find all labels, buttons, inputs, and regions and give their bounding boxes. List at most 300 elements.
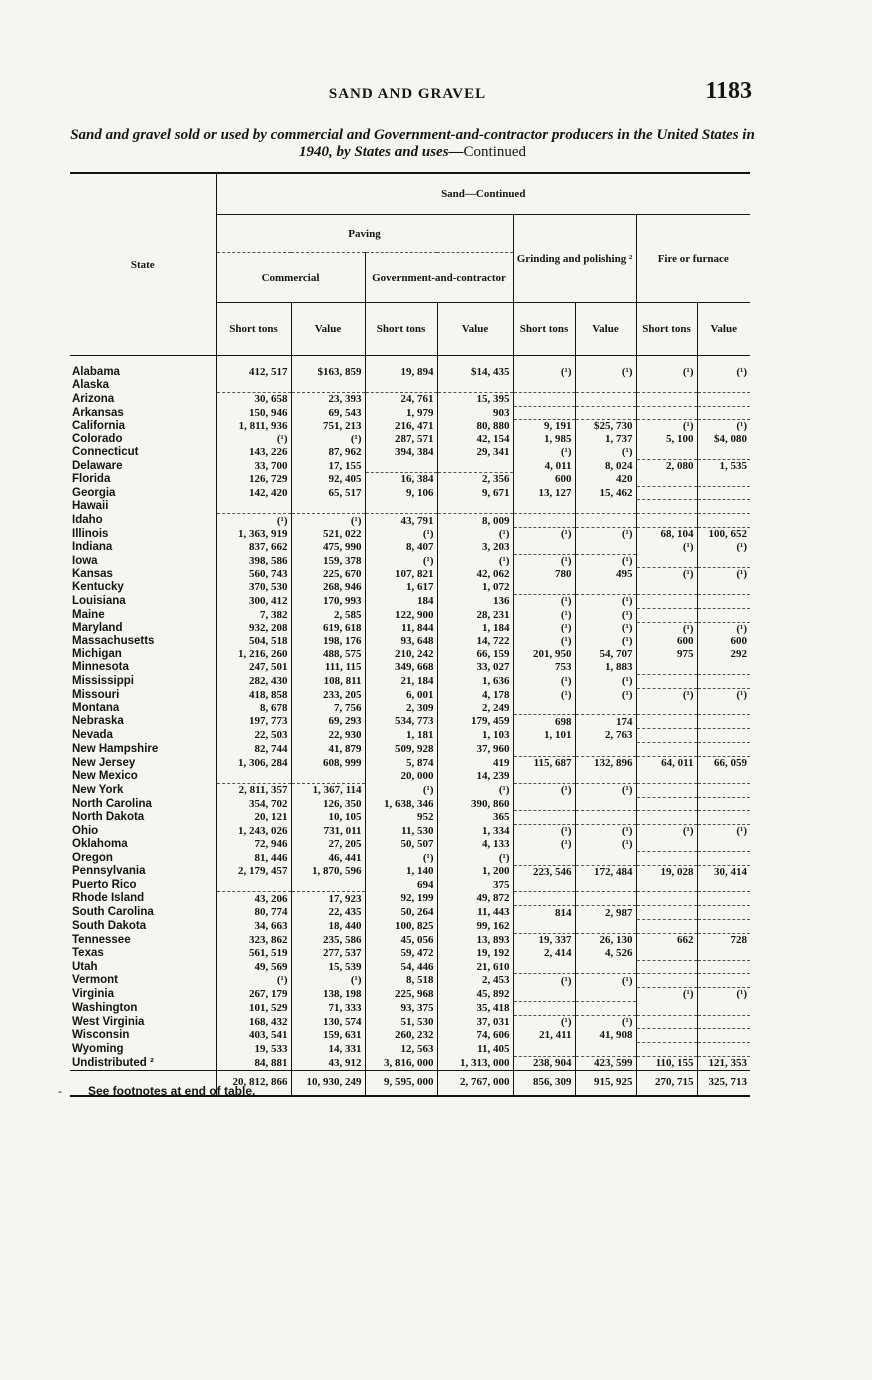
table-cell: 495 bbox=[575, 568, 636, 581]
state-name: Indiana bbox=[70, 541, 216, 554]
table-row bbox=[70, 608, 750, 622]
table-cell bbox=[636, 920, 697, 934]
state-name: South Dakota bbox=[70, 920, 216, 934]
table-cell bbox=[513, 851, 575, 865]
table-cell bbox=[697, 486, 750, 500]
table-cell: 349, 668 bbox=[365, 661, 437, 674]
table-cell: 2, 453 bbox=[437, 974, 513, 988]
table-cell bbox=[697, 1001, 750, 1015]
table-cell: $4, 080 bbox=[714, 433, 747, 446]
table-cell bbox=[636, 974, 697, 988]
table-cell: 600 bbox=[730, 635, 747, 648]
table-row bbox=[70, 528, 750, 541]
table-cell: (¹) bbox=[575, 674, 636, 688]
table-cell: 108, 811 bbox=[291, 674, 365, 688]
table-cell bbox=[575, 988, 636, 1001]
table-cell: 136 bbox=[437, 594, 513, 608]
table-cell bbox=[636, 960, 697, 974]
table-cell: 107, 821 bbox=[365, 568, 437, 581]
table-cell bbox=[575, 892, 636, 906]
table-cell: 50, 264 bbox=[365, 906, 437, 920]
table-cell: 37, 031 bbox=[437, 1015, 513, 1029]
table-cell: 41, 879 bbox=[291, 743, 365, 757]
table-cell: (¹) bbox=[513, 1015, 575, 1029]
table-cell bbox=[513, 892, 575, 906]
table-cell: 2, 309 bbox=[365, 702, 437, 715]
short-tons-header: Short tons bbox=[365, 303, 437, 356]
table-cell: 210, 242 bbox=[365, 648, 437, 661]
state-name: Arizona bbox=[70, 392, 216, 406]
table-row bbox=[70, 743, 750, 757]
table-cell: 170, 993 bbox=[291, 594, 365, 608]
table-cell: 1, 200 bbox=[437, 865, 513, 878]
table-cell: 24, 761 bbox=[365, 392, 437, 406]
state-name: Iowa bbox=[70, 554, 216, 567]
state-name: Maine bbox=[70, 608, 216, 622]
state-name: New Jersey bbox=[70, 756, 216, 769]
table-cell: 184 bbox=[365, 594, 437, 608]
table-cell: 80, 774 bbox=[216, 906, 291, 920]
state-name: Wyoming bbox=[70, 1043, 216, 1057]
caption-continued: Continued bbox=[463, 144, 527, 160]
table-cell: 694 bbox=[365, 879, 437, 892]
table-cell: 168, 432 bbox=[216, 1015, 291, 1029]
table-cell: (¹) bbox=[575, 783, 636, 797]
table-cell: 3, 816, 000 bbox=[365, 1057, 437, 1071]
table-cell: 2, 179, 457 bbox=[216, 865, 291, 878]
table-row bbox=[70, 688, 750, 701]
table-cell bbox=[636, 770, 697, 783]
table-cell: 1, 979 bbox=[365, 406, 437, 420]
table-cell: 22, 435 bbox=[291, 906, 365, 920]
table-cell: 14, 239 bbox=[437, 770, 513, 783]
table-cell: 126, 350 bbox=[291, 797, 365, 811]
table-cell bbox=[636, 486, 697, 500]
table-cell: 115, 687 bbox=[513, 756, 575, 769]
table-cell bbox=[636, 906, 697, 920]
state-name: Idaho bbox=[70, 514, 216, 528]
table-cell: 3, 203 bbox=[437, 541, 513, 554]
state-name: Puerto Rico bbox=[70, 879, 216, 892]
table-cell bbox=[365, 459, 437, 472]
table-cell: 423, 599 bbox=[575, 1057, 636, 1071]
table-cell: 8, 009 bbox=[437, 514, 513, 528]
table-cell bbox=[513, 960, 575, 974]
table-cell bbox=[697, 947, 750, 960]
state-name: Ohio bbox=[70, 825, 216, 838]
table-cell: 1, 103 bbox=[437, 729, 513, 743]
table-cell: 1, 216, 260 bbox=[216, 648, 291, 661]
table-row bbox=[70, 1015, 750, 1029]
table-cell: 223, 546 bbox=[513, 865, 575, 878]
table-cell bbox=[697, 770, 750, 783]
table-cell: 1, 072 bbox=[437, 581, 513, 594]
table-cell bbox=[575, 500, 636, 514]
table-cell: 751, 213 bbox=[291, 420, 365, 433]
table-row bbox=[70, 648, 750, 661]
table-cell bbox=[575, 392, 636, 406]
table-row bbox=[70, 356, 750, 379]
table-cell: (¹) bbox=[575, 635, 636, 648]
table-cell: 49, 872 bbox=[437, 892, 513, 906]
table-cell: 13, 127 bbox=[513, 486, 575, 500]
table-cell: 1, 367, 114 bbox=[291, 783, 365, 797]
table-cell: 509, 928 bbox=[365, 743, 437, 757]
table-cell: 238, 904 bbox=[513, 1057, 575, 1071]
table-cell: 29, 341 bbox=[437, 446, 513, 459]
table-cell bbox=[575, 960, 636, 974]
table-cell: 4, 011 bbox=[513, 459, 575, 472]
table-cell: (¹) bbox=[291, 514, 365, 528]
short-tons-header: Short tons bbox=[636, 303, 697, 356]
table-row bbox=[70, 715, 750, 729]
table-cell: 390, 860 bbox=[437, 797, 513, 811]
table-cell: 111, 115 bbox=[291, 661, 365, 674]
table-cell bbox=[697, 811, 750, 825]
table-row bbox=[70, 622, 750, 635]
table-row bbox=[70, 920, 750, 934]
table-cell: 100, 825 bbox=[365, 920, 437, 934]
table-body bbox=[70, 356, 750, 1096]
table-cell: 225, 670 bbox=[291, 568, 365, 581]
table-cell bbox=[575, 541, 636, 554]
state-name: New York bbox=[70, 783, 216, 797]
table-cell: 560, 743 bbox=[216, 568, 291, 581]
table-cell: 753 bbox=[513, 661, 575, 674]
total-cell: 10, 930, 249 bbox=[291, 1070, 365, 1096]
table-cell: (¹) bbox=[513, 825, 575, 838]
table-cell: (¹) bbox=[513, 594, 575, 608]
table-cell bbox=[291, 379, 365, 392]
table-row bbox=[70, 702, 750, 715]
table-row bbox=[70, 838, 750, 851]
table-cell bbox=[697, 715, 750, 729]
table-cell: 71, 333 bbox=[291, 1001, 365, 1015]
table-cell bbox=[636, 581, 697, 594]
table-cell bbox=[513, 379, 575, 392]
table-cell bbox=[365, 379, 437, 392]
table-cell: 19, 192 bbox=[437, 947, 513, 960]
table-cell bbox=[697, 514, 750, 528]
table-cell: (¹) bbox=[513, 974, 575, 988]
table-cell bbox=[575, 770, 636, 783]
table-cell: 122, 900 bbox=[365, 608, 437, 622]
table-cell: 2, 987 bbox=[575, 906, 636, 920]
table-cell: 82, 744 bbox=[216, 743, 291, 757]
table-cell bbox=[636, 947, 697, 960]
table-cell bbox=[636, 838, 697, 851]
table-cell: 20, 000 bbox=[365, 770, 437, 783]
table-cell: 5, 100 bbox=[636, 433, 697, 446]
table-cell: 780 bbox=[513, 568, 575, 581]
table-cell bbox=[697, 1043, 750, 1057]
table-cell: (¹) bbox=[513, 783, 575, 797]
table-cell bbox=[575, 1043, 636, 1057]
table-cell: (¹) bbox=[513, 674, 575, 688]
table-cell: 1, 243, 026 bbox=[216, 825, 291, 838]
table-cell: 277, 537 bbox=[291, 947, 365, 960]
table-cell: (¹) bbox=[636, 988, 697, 1001]
table-cell bbox=[697, 674, 750, 688]
table-cell: (¹) bbox=[216, 433, 291, 446]
table-cell: 11, 405 bbox=[437, 1043, 513, 1057]
state-name: Connecticut bbox=[70, 446, 216, 459]
table-cell: (¹) bbox=[736, 568, 747, 581]
table-row bbox=[70, 392, 750, 406]
table-cell: 9, 191 bbox=[513, 420, 575, 433]
table-cell: 728 bbox=[730, 933, 747, 946]
table-cell bbox=[636, 1015, 697, 1029]
table-cell: 2, 585 bbox=[291, 608, 365, 622]
table-row bbox=[70, 783, 750, 797]
table-cell: $25, 730 bbox=[575, 420, 636, 433]
table-cell: 179, 459 bbox=[437, 715, 513, 729]
table-cell bbox=[636, 500, 697, 514]
table-cell: 81, 446 bbox=[216, 851, 291, 865]
table-cell: 1, 181 bbox=[365, 729, 437, 743]
table-row bbox=[70, 635, 750, 648]
state-name: Missouri bbox=[70, 688, 216, 701]
table-cell bbox=[513, 514, 575, 528]
table-cell: 99, 162 bbox=[437, 920, 513, 934]
table-cell: 11, 443 bbox=[437, 906, 513, 920]
table-cell: 403, 541 bbox=[216, 1029, 291, 1043]
table-cell: (¹) bbox=[636, 688, 697, 701]
table-cell: 126, 729 bbox=[216, 473, 291, 486]
table-cell: 9, 106 bbox=[365, 486, 437, 500]
table-cell: 2, 811, 357 bbox=[216, 783, 291, 797]
table-cell: 837, 662 bbox=[216, 541, 291, 554]
table-cell: 42, 062 bbox=[437, 568, 513, 581]
table-cell: 69, 543 bbox=[291, 406, 365, 420]
table-cell: 662 bbox=[636, 933, 697, 946]
table-cell: 68, 104 bbox=[636, 528, 697, 541]
table-cell bbox=[697, 960, 750, 974]
table-cell: (¹) bbox=[636, 622, 697, 635]
short-tons-header: Short tons bbox=[216, 303, 291, 356]
table-cell bbox=[697, 783, 750, 797]
table-cell: 14, 722 bbox=[437, 635, 513, 648]
table-cell: 33, 700 bbox=[216, 459, 291, 472]
table-cell: 50, 507 bbox=[365, 838, 437, 851]
table-cell: (¹) bbox=[575, 594, 636, 608]
table-cell: (¹) bbox=[513, 635, 575, 648]
table-cell: (¹) bbox=[736, 420, 747, 433]
footnote-text: See footnotes at end of table. bbox=[88, 1084, 256, 1098]
running-head: SAND AND GRAVEL bbox=[328, 86, 487, 102]
table-row bbox=[70, 554, 750, 567]
table-cell: (¹) bbox=[437, 554, 513, 567]
table-cell: 398, 586 bbox=[216, 554, 291, 567]
table-cell: 16, 384 bbox=[365, 473, 437, 486]
table-cell: 600 bbox=[513, 473, 575, 486]
table-cell bbox=[513, 920, 575, 934]
table-row bbox=[70, 906, 750, 920]
table-cell: 174 bbox=[575, 715, 636, 729]
table-cell: 225, 968 bbox=[365, 988, 437, 1001]
table-cell: (¹) bbox=[437, 783, 513, 797]
table-cell: $14, 435 bbox=[437, 356, 513, 379]
table-cell: 1, 811, 936 bbox=[216, 420, 291, 433]
table-cell: (¹) bbox=[636, 825, 697, 838]
table-cell bbox=[513, 988, 575, 1001]
table-row bbox=[70, 581, 750, 594]
table-cell: 608, 999 bbox=[291, 756, 365, 769]
state-name: Rhode Island bbox=[70, 892, 216, 906]
table-cell bbox=[513, 743, 575, 757]
table-cell: 17, 923 bbox=[291, 892, 365, 906]
table-cell: 43, 912 bbox=[291, 1057, 365, 1071]
state-name: Maryland bbox=[70, 622, 216, 635]
table-cell: (¹) bbox=[365, 554, 437, 567]
table-cell: (¹) bbox=[365, 851, 437, 865]
table-cell bbox=[636, 1001, 697, 1015]
table-cell: 66, 059 bbox=[714, 756, 747, 769]
table-cell: (¹) bbox=[736, 825, 747, 838]
table-cell bbox=[365, 500, 437, 514]
table-cell: 33, 027 bbox=[437, 661, 513, 674]
government-contractor-header: Government-and-contractor bbox=[365, 253, 513, 303]
table-cell: 2, 249 bbox=[437, 702, 513, 715]
table-cell: 35, 418 bbox=[437, 1001, 513, 1015]
table-row bbox=[70, 988, 750, 1001]
table-cell bbox=[291, 879, 365, 892]
state-name: Alaska bbox=[70, 379, 216, 392]
table-row bbox=[70, 486, 750, 500]
table-cell: (¹) bbox=[636, 420, 697, 433]
state-name: Utah bbox=[70, 960, 216, 974]
table-cell bbox=[697, 851, 750, 865]
state-name: Wisconsin bbox=[70, 1029, 216, 1043]
table-cell: 11, 844 bbox=[365, 622, 437, 635]
table-cell: 323, 862 bbox=[216, 933, 291, 946]
table-cell: 10, 105 bbox=[291, 811, 365, 825]
table-row bbox=[70, 1057, 750, 1071]
state-name: Hawaii bbox=[70, 500, 216, 514]
table-cell bbox=[575, 514, 636, 528]
table-cell: 1, 363, 919 bbox=[216, 528, 291, 541]
table-cell bbox=[697, 379, 750, 392]
state-name: Montana bbox=[70, 702, 216, 715]
table-cell: (¹) bbox=[365, 783, 437, 797]
table-cell bbox=[636, 514, 697, 528]
state-column-header: State bbox=[70, 173, 216, 356]
state-name: North Carolina bbox=[70, 797, 216, 811]
table-cell bbox=[513, 406, 575, 420]
table-cell bbox=[575, 879, 636, 892]
table-cell: 87, 962 bbox=[291, 446, 365, 459]
table-row bbox=[70, 1043, 750, 1057]
table-row bbox=[70, 500, 750, 514]
table-cell: 46, 441 bbox=[291, 851, 365, 865]
table-cell bbox=[575, 743, 636, 757]
table-row bbox=[70, 406, 750, 420]
table-caption bbox=[70, 127, 755, 161]
table-cell bbox=[636, 554, 697, 567]
table-cell: 7, 382 bbox=[216, 608, 291, 622]
table-cell: 41, 908 bbox=[575, 1029, 636, 1043]
table-cell: 952 bbox=[365, 811, 437, 825]
table-cell: 201, 950 bbox=[513, 648, 575, 661]
table-cell bbox=[513, 811, 575, 825]
table-cell: (¹) bbox=[575, 528, 636, 541]
table-cell: (¹) bbox=[216, 514, 291, 528]
table-cell: (¹) bbox=[513, 528, 575, 541]
table-row bbox=[70, 1001, 750, 1015]
table-row bbox=[70, 960, 750, 974]
table-cell: 521, 022 bbox=[291, 528, 365, 541]
state-name: Washington bbox=[70, 1001, 216, 1015]
table-cell: 488, 575 bbox=[291, 648, 365, 661]
table-cell: 150, 946 bbox=[216, 406, 291, 420]
table-cell: 51, 530 bbox=[365, 1015, 437, 1029]
table-cell bbox=[575, 702, 636, 715]
table-cell: 1, 617 bbox=[365, 581, 437, 594]
table-cell bbox=[513, 702, 575, 715]
state-name: Pennsylvania bbox=[70, 865, 216, 878]
table-cell: (¹) bbox=[575, 554, 636, 567]
table-row bbox=[70, 379, 750, 392]
table-cell: (¹) bbox=[437, 528, 513, 541]
table-cell: 814 bbox=[513, 906, 575, 920]
state-name: Kansas bbox=[70, 568, 216, 581]
table-cell bbox=[636, 743, 697, 757]
state-name: Louisiana bbox=[70, 594, 216, 608]
table-cell: (¹) bbox=[575, 688, 636, 701]
table-cell: (¹) bbox=[575, 1015, 636, 1029]
table-cell: 2, 414 bbox=[513, 947, 575, 960]
table-cell: 534, 773 bbox=[365, 715, 437, 729]
table-cell: 1, 638, 346 bbox=[365, 797, 437, 811]
table-cell: 1, 313, 000 bbox=[437, 1057, 513, 1071]
table-row bbox=[70, 473, 750, 486]
table-cell bbox=[697, 729, 750, 743]
table-cell: 475, 990 bbox=[291, 541, 365, 554]
table-cell: 365 bbox=[437, 811, 513, 825]
table-cell: 4, 526 bbox=[575, 947, 636, 960]
table-cell: (¹) bbox=[513, 554, 575, 567]
table-cell: 66, 159 bbox=[437, 648, 513, 661]
table-cell: 412, 517 bbox=[216, 356, 291, 379]
page-number: 1183 bbox=[705, 78, 752, 104]
table-cell: (¹) bbox=[736, 622, 747, 635]
fire-furnace-header: Fire or furnace bbox=[636, 215, 750, 303]
table-cell: 1, 101 bbox=[513, 729, 575, 743]
table-cell bbox=[575, 797, 636, 811]
table-row bbox=[70, 851, 750, 865]
table-cell: 282, 430 bbox=[216, 674, 291, 688]
table-cell bbox=[437, 379, 513, 392]
state-name: California bbox=[70, 420, 216, 433]
state-name: North Dakota bbox=[70, 811, 216, 825]
table-cell bbox=[636, 594, 697, 608]
state-name: South Carolina bbox=[70, 906, 216, 920]
table-cell: 375 bbox=[437, 879, 513, 892]
table-cell: 159, 631 bbox=[291, 1029, 365, 1043]
table-cell bbox=[636, 851, 697, 865]
state-name: New Hampshire bbox=[70, 743, 216, 757]
state-name: Michigan bbox=[70, 648, 216, 661]
table-cell: 561, 519 bbox=[216, 947, 291, 960]
table-cell: 64, 011 bbox=[636, 756, 697, 769]
table-cell: 121, 353 bbox=[708, 1057, 747, 1070]
table-cell: 267, 179 bbox=[216, 988, 291, 1001]
state-name: Florida bbox=[70, 473, 216, 486]
table-cell: 19, 533 bbox=[216, 1043, 291, 1057]
table-cell: 132, 896 bbox=[575, 756, 636, 769]
table-cell bbox=[636, 729, 697, 743]
table-cell: 14, 331 bbox=[291, 1043, 365, 1057]
